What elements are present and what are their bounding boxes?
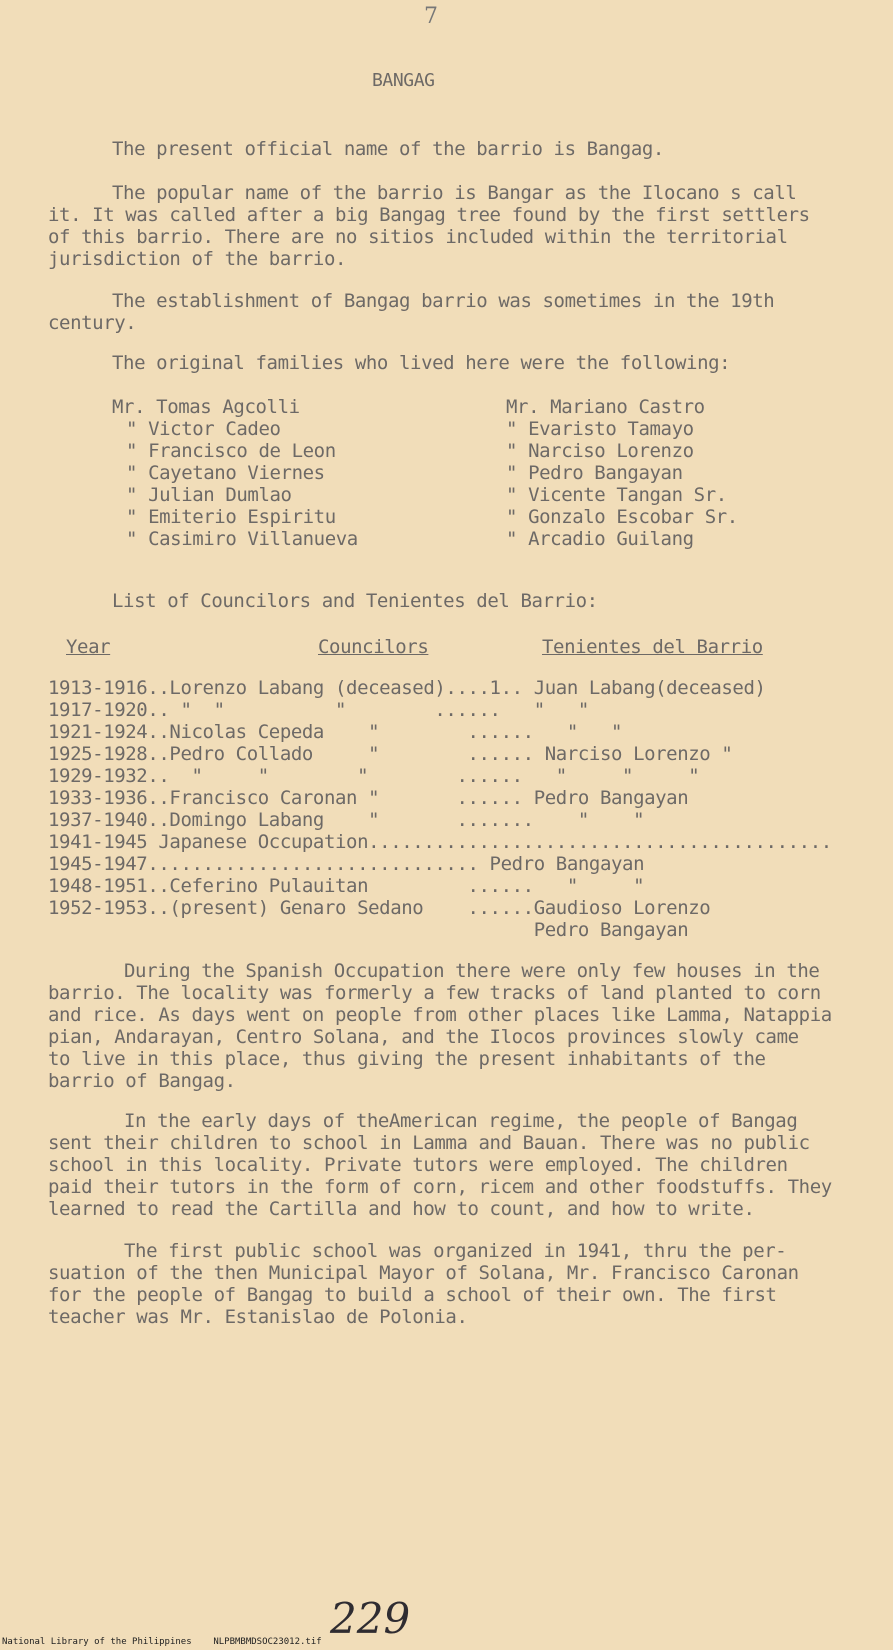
page-number: 7 [424,4,438,29]
family-item: " Pedro Bangayan [506,462,683,484]
table-row: 1921-1924..Nicolas Cepeda " ...... " " [48,721,623,743]
table-row: 1937-1940..Domingo Labang " ....... " " [48,809,645,831]
list-title: List of Councilors and Tenientes del Barrio: [112,590,598,612]
family-item: " Emiterio Espiritu [126,506,336,528]
family-item: " Julian Dumlao [126,484,292,506]
document-title: BANGAG [372,70,435,91]
table-row: 1948-1951..Ceferino Pulauitan ...... " " [48,875,645,897]
family-item: " Cayetano Viernes [126,462,325,484]
table-row: 1952-1953..(present) Genaro Sedano ......Gaudioso Lorenzo [48,897,711,919]
family-item: " Francisco de Leon [126,440,336,462]
family-item: Mr. Mariano Castro [506,396,705,418]
family-item: " Vicente Tangan Sr. [506,484,727,506]
table-row: 1941-1945 Japanese Occupation.......................................... [48,831,832,853]
family-item: Mr. Tomas Agcolli [112,396,300,418]
header-councilors: Councilors [318,636,429,658]
header-year: Year [66,636,111,658]
table-row: 1913-1916..Lorenzo Labang (deceased)....1.. Juan Labang(deceased) [48,677,766,699]
table-row: Pedro Bangayan [48,919,689,941]
family-item: " Narciso Lorenzo [506,440,694,462]
family-item: " Victor Cadeo [126,418,281,440]
table-row: 1925-1928..Pedro Collado " ...... Narciso Lorenzo " [48,743,733,765]
table-row: 1929-1932.. " " " ...... " " " [48,765,700,787]
paragraph-official-name: The present official name of the barrio is Bangag. [112,138,664,160]
family-item: " Evaristo Tamayo [506,418,694,440]
table-row: 1945-1947.............................. Pedro Bangayan [48,853,645,875]
header-tenientes: Tenientes del Barrio [542,636,763,658]
families-intro: The original families who lived here were the following: [112,352,731,374]
document-page: 7 BANGAG The present official name of the barrio is Bangag. The popular name of the barrio is Bangar as the Ilocano s call it. It was called after a big Bangag tree found by the first settlers of this barrio. There are no sitios included within the territorial jurisdiction of the barrio. The establishment of Bangag barrio was sometimes in the 19th century. The original families who lived here were the following: Mr. Tomas Agcolli " Victor Cadeo " Francisco de Leon " Cayetano Viernes " Julian Dumlao " Emiterio Espiritu " Casimiro Villanueva Mr. Mariano Castro " Evaristo Tamayo " Narciso Lorenzo " Pedro Bangayan " Vicente Tangan Sr. " Gonzalo Escobar Sr. " Arcadio Guilang List of Councilors and Tenientes del Barrio: Year Councilors Tenientes del Barrio 1913-1916..Lorenzo Labang (deceased)....1.. Juan Labang(deceased) 1917-1920.. " " " ...... " " 1921-1924..Nicolas Cepeda " ...... " " 1925-1928..Pedro Collado " ...... Narciso Lorenzo " 1929-1932.. " " " ...... " " " 1933-1936..Francisco Caronan " ...... Pedro Bangayan 1937-1940..Domingo Labang " ....... " " 1941-1945 Japanese Occupation.......................................... 1945-1947.............................. Pedro Bangayan 1948-1951..Ceferino Pulauitan ...... " " 1952-1953..(present) Genaro Sedano ......Gaudioso Lorenzo Pedro Bangayan During the Spanish Occupation there were only few houses in the barrio. The locality was formerly a few tracks of land planted to corn and rice. As days went on people from other places like Lamma, Natappia pian, Andarayan, Centro Solana, and the Ilocos provinces slowly came to live in this place, thus giving the present inhabitants of the barrio of Bangag. In the early days of theAmerican regime, the people of Bangag sent their children to school in Lamma and Bauan. There was no public school in this locality. Private tutors were employed. The children paid their tutors in the form of corn, ricem and other foodstuffs. They learned to read the Cartilla and how to count, and how to write. The first public school was organized in 1941, thru the per- suation of the then Municipal Mayor of Solana, Mr. Francisco Caronan for the people of Bangag to build a school of their own. The first teacher was Mr. Estanislao de Polonia. 229 National Library of the Philippines NLPBMBMDSOC23012.tif [2,4,832,1647]
table-row: 1917-1920.. " " " ...... " " [48,699,589,721]
family-item: " Gonzalo Escobar Sr. [506,506,738,528]
table-row: 1933-1936..Francisco Caronan " ...... Pedro Bangayan [48,787,689,809]
footer-source: National Library of the Philippines NLPBMBMDSOC23012.tif [2,1637,322,1647]
handwritten-page-number: 229 [330,1594,411,1643]
family-item: " Arcadio Guilang [506,528,694,550]
family-item: " Casimiro Villanueva [126,528,358,550]
